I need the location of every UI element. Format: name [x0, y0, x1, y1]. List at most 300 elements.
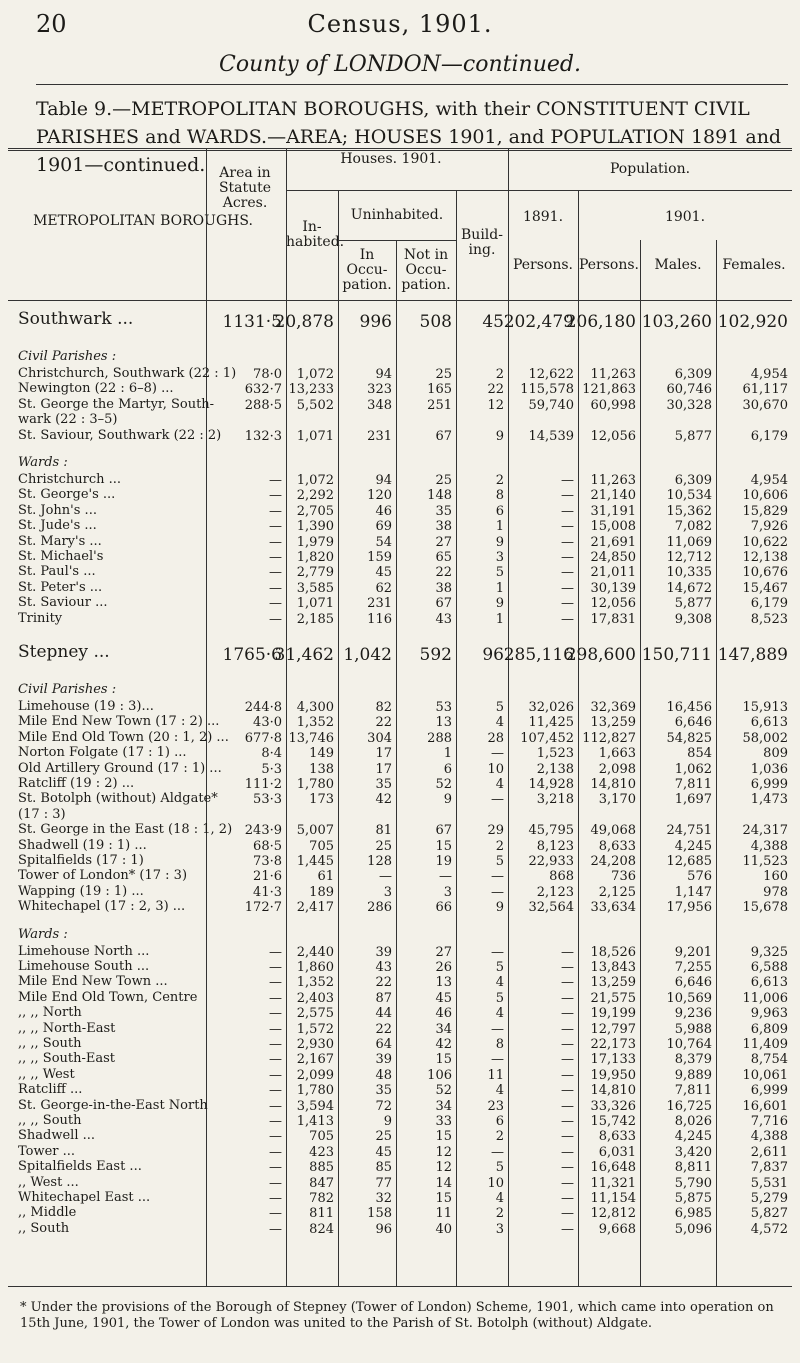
row-label: Southwark ...: [18, 309, 134, 329]
table-cell: 42: [375, 792, 392, 808]
table-cell: 2,167: [296, 1052, 334, 1068]
table-cell: 22: [375, 715, 392, 731]
table-cell: —: [269, 580, 282, 596]
table-cell: 5: [495, 565, 504, 581]
table-cell: 160: [763, 869, 788, 885]
table-cell: —: [269, 1206, 282, 1222]
table-cell: 5: [495, 960, 504, 975]
table-cell: —: [561, 580, 574, 596]
table-cell: 150,711: [641, 645, 712, 665]
table-cell: 3,420: [674, 1144, 712, 1160]
table-cell: 39: [375, 944, 392, 960]
table-cell: 45,795: [528, 823, 574, 839]
table-cell: —: [561, 1114, 574, 1129]
table-cell: 4,388: [750, 838, 788, 854]
table-cell: —: [269, 1067, 282, 1083]
section-label: Wards :: [18, 926, 68, 942]
table-cell: 6,309: [674, 367, 712, 382]
table-cell: 2,099: [296, 1067, 334, 1083]
table-cell: 46: [435, 1006, 452, 1022]
table-cell: 19,199: [590, 1006, 636, 1022]
header-1891: 1891.: [522, 209, 564, 225]
table-cell: —: [269, 990, 282, 1006]
table-cell: 16,648: [590, 1160, 636, 1176]
table-cell: 148: [427, 488, 452, 504]
table-cell: 231: [367, 428, 392, 444]
header-females: Females.: [722, 257, 786, 273]
table-cell: 52: [435, 777, 452, 792]
table-cell: 52: [435, 1083, 452, 1099]
table-cell: 59,740: [528, 397, 574, 413]
table-cell: 6,613: [750, 975, 788, 991]
table-cell: 286: [367, 900, 392, 916]
table-cell: —: [269, 534, 282, 550]
table-cell: 94: [375, 473, 392, 488]
table-cell: 4: [495, 1083, 504, 1099]
table-cell: 5: [495, 990, 504, 1006]
table-cell: 32,369: [590, 700, 636, 715]
table-cell: —: [561, 1052, 574, 1068]
table-cell: 18,526: [590, 944, 636, 960]
table-cell: 96: [375, 1221, 392, 1237]
table-cell: 29: [487, 823, 504, 839]
table-cell: 68·5: [253, 838, 282, 854]
row-label: Tower of London* (17 : 3): [18, 868, 188, 884]
table-cell: 112,827: [582, 730, 636, 746]
table-cell: 10,335: [666, 565, 712, 581]
table-cell: 33,326: [590, 1098, 636, 1114]
table-cell: 60,746: [666, 382, 712, 398]
table-cell: 2,292: [296, 488, 334, 504]
table-cell: 10,676: [742, 565, 788, 581]
table-cell: 67: [435, 823, 452, 839]
header-inhabited: In- habited.: [286, 219, 345, 250]
table-cell: 3: [443, 884, 452, 900]
table-cell: 22: [375, 1021, 392, 1037]
table-cell: —: [491, 1052, 504, 1068]
table-cell: —: [269, 1098, 282, 1114]
table-cell: 165: [427, 382, 452, 398]
table-cell: 5,877: [674, 596, 712, 612]
table-cell: 9: [383, 1114, 392, 1129]
table-cell: 1,390: [296, 519, 334, 535]
table-cell: 811: [309, 1206, 334, 1222]
table-cell: 809: [763, 746, 788, 762]
table-cell: 13,259: [590, 715, 636, 731]
section-label: Civil Parishes :: [18, 349, 117, 364]
table-cell: 2,125: [598, 884, 636, 900]
table-cell: 11,425: [528, 715, 574, 731]
row-label: Mile End New Town ...: [18, 974, 168, 990]
table-cell: 6,031: [598, 1144, 636, 1160]
table-cell: 2,138: [536, 761, 574, 777]
table-cell: —: [561, 1129, 574, 1145]
table-cell: —: [269, 1144, 282, 1160]
table-cell: 5,502: [296, 397, 334, 413]
table-cell: 39: [375, 1052, 392, 1068]
table-cell: 9,325: [750, 944, 788, 960]
table-cell: 11: [487, 1067, 504, 1083]
row-label: Limehouse (19 : 3)...: [18, 699, 154, 714]
table-cell: —: [269, 1083, 282, 1099]
table-cell: 1131·5: [222, 312, 282, 332]
table-cell: 1: [495, 519, 504, 535]
table-cell: 22: [487, 382, 504, 398]
table-cell: 17,956: [666, 900, 712, 916]
table-cell: —: [269, 944, 282, 960]
table-cell: 11,263: [590, 473, 636, 488]
table-cell: 158: [367, 1206, 392, 1222]
table-cell: 149: [309, 746, 334, 762]
table-cell: 12,138: [742, 550, 788, 565]
table-cell: 2: [495, 1206, 504, 1222]
table-cell: 978: [763, 884, 788, 900]
table-cell: 1,071: [296, 596, 334, 612]
table-cell: 42: [435, 1037, 452, 1052]
table-cell: 202,479: [503, 312, 574, 332]
table-cell: 61: [317, 869, 334, 885]
table-cell: 7,926: [750, 519, 788, 535]
table-cell: 508: [419, 312, 452, 332]
table-cell: —: [269, 550, 282, 565]
header-area: Area in Statute Acres.: [218, 165, 272, 211]
table-cell: 35: [375, 1083, 392, 1099]
table-cell: 12: [435, 1144, 452, 1160]
table-cell: 14,810: [590, 1083, 636, 1099]
table-cell: 6,999: [750, 777, 788, 792]
table-cell: 6,999: [750, 1083, 788, 1099]
running-title: Census, 1901.: [307, 10, 493, 38]
table-cell: —: [491, 1021, 504, 1037]
table-cell: —: [269, 1160, 282, 1176]
table-cell: 576: [687, 869, 712, 885]
table-cell: 77: [375, 1175, 392, 1191]
table-cell: —: [379, 869, 392, 885]
table-cell: 22: [435, 565, 452, 581]
table-cell: 4,572: [750, 1221, 788, 1237]
table-cell: 17,831: [590, 611, 636, 627]
table-cell: 27: [435, 944, 452, 960]
table-cell: 4: [495, 715, 504, 731]
table-cell: 7,837: [750, 1160, 788, 1176]
row-label: Shadwell (19 : 1) ...: [18, 837, 147, 853]
table-cell: 67: [435, 428, 452, 444]
table-cell: 3: [495, 550, 504, 565]
table-cell: 1,042: [343, 645, 392, 665]
table-cell: —: [561, 1160, 574, 1176]
table-cell: 172·7: [244, 900, 282, 916]
table-cell: 102,920: [717, 312, 788, 332]
table-cell: 21·6: [253, 869, 282, 885]
table-cell: 17,133: [590, 1052, 636, 1068]
table-cell: 121,863: [582, 382, 636, 398]
table-cell: 147,889: [717, 645, 788, 665]
table-cell: 15,467: [742, 580, 788, 596]
table-cell: 11,409: [742, 1037, 788, 1052]
county-title: County of LONDON—continued.: [219, 52, 581, 77]
row-label: St. George the Martyr, South-: [18, 396, 215, 412]
table-cell: —: [269, 1114, 282, 1129]
table-cell: 14,928: [528, 777, 574, 792]
table-cell: 32,026: [528, 700, 574, 715]
table-cell: —: [269, 1129, 282, 1145]
table-cell: 244·8: [244, 700, 282, 715]
row-label: wark (22 : 3–5): [18, 412, 118, 428]
table-cell: 677·8: [244, 730, 282, 746]
table-cell: 4,954: [750, 473, 788, 488]
table-cell: 16,456: [666, 700, 712, 715]
table-cell: —: [269, 519, 282, 535]
table-cell: 6,613: [750, 715, 788, 731]
header-persons-1901: Persons.: [578, 257, 640, 273]
row-label: Whitechapel (17 : 2, 3) ...: [18, 899, 186, 915]
table-cell: 1,445: [296, 854, 334, 869]
table-cell: —: [439, 869, 452, 885]
table-cell: 12,622: [528, 367, 574, 382]
table-cell: 9: [495, 428, 504, 444]
table-cell: 30,139: [590, 580, 636, 596]
table-cell: 15,362: [666, 503, 712, 519]
table-cell: 13: [435, 715, 452, 731]
table-cell: 67: [435, 596, 452, 612]
table-cell: 14: [435, 1175, 452, 1191]
table-cell: 2,403: [296, 990, 334, 1006]
table-cell: 9,963: [750, 1006, 788, 1022]
table-cell: 58,002: [742, 730, 788, 746]
table-cell: 10: [487, 1175, 504, 1191]
row-label: St. George-in-the-East North: [18, 1097, 208, 1113]
page-header: [0, 10, 800, 48]
table-cell: 6,985: [674, 1206, 712, 1222]
table-cell: 31,462: [274, 645, 334, 665]
table-cell: 72: [375, 1098, 392, 1114]
table-cell: 8,026: [674, 1114, 712, 1129]
table-cell: 1,860: [296, 960, 334, 975]
table-cell: 34: [435, 1098, 452, 1114]
table-cell: 4: [495, 1191, 504, 1206]
row-label: (17 : 3): [18, 806, 66, 822]
table-cell: 34: [435, 1021, 452, 1037]
table-cell: 8·4: [261, 746, 282, 762]
table-cell: —: [561, 1083, 574, 1099]
table-cell: —: [561, 550, 574, 565]
table-cell: 106: [427, 1067, 452, 1083]
row-label: Stepney ...: [18, 642, 110, 662]
table-cell: 15: [435, 838, 452, 854]
table-cell: 3,594: [296, 1098, 334, 1114]
table-cell: 32,564: [528, 900, 574, 916]
table-cell: 5·3: [261, 761, 282, 777]
row-label: Mile End New Town (17 : 2) ...: [18, 714, 220, 730]
table-cell: 251: [427, 397, 452, 413]
table-cell: 69: [375, 519, 392, 535]
table-cell: 111·2: [244, 777, 282, 792]
table-cell: 5: [495, 1160, 504, 1176]
table-cell: —: [561, 488, 574, 504]
table-cell: 298,600: [565, 645, 636, 665]
table-cell: 12,712: [666, 550, 712, 565]
header-uninhabited: Uninhabited.: [350, 207, 444, 223]
table-cell: 17: [375, 746, 392, 762]
table-cell: 21,011: [590, 565, 636, 581]
row-label: Newington (22 : 6–8) ...: [18, 381, 174, 397]
table-cell: 96: [482, 645, 504, 665]
table-cell: 159: [367, 550, 392, 565]
table-cell: 48: [375, 1067, 392, 1083]
row-label: ,, ,, South-East: [18, 1051, 116, 1067]
table-cell: 8,123: [536, 838, 574, 854]
table-cell: —: [269, 503, 282, 519]
table-cell: 6: [495, 1114, 504, 1129]
table-cell: 17: [375, 761, 392, 777]
table-cell: 14,539: [528, 428, 574, 444]
table-cell: 1,697: [674, 792, 712, 808]
page-number: 20: [36, 10, 67, 38]
table-cell: 49,068: [590, 823, 636, 839]
table-cell: 64: [375, 1037, 392, 1052]
table-cell: 2: [495, 1129, 504, 1145]
table-cell: 4,954: [750, 367, 788, 382]
table-cell: 5,096: [674, 1221, 712, 1237]
table-cell: 10,622: [742, 534, 788, 550]
table-cell: 81: [375, 823, 392, 839]
table-cell: 592: [419, 645, 452, 665]
table-cell: 6: [443, 761, 452, 777]
table-cell: 11: [435, 1206, 452, 1222]
table-cell: 43: [435, 611, 452, 627]
table-cell: 53: [435, 700, 452, 715]
table-cell: 10,569: [666, 990, 712, 1006]
table-cell: 24,751: [666, 823, 712, 839]
table-cell: 7,716: [750, 1114, 788, 1129]
table-cell: 15,829: [742, 503, 788, 519]
table-cell: 54: [375, 534, 392, 550]
table-cell: 2,705: [296, 503, 334, 519]
table-cell: 120: [367, 488, 392, 504]
table-cell: —: [269, 1006, 282, 1022]
row-label: St. Botolph (without) Aldgate*: [18, 791, 218, 807]
table-cell: 4: [495, 975, 504, 991]
table-cell: 1,413: [296, 1114, 334, 1129]
table-cell: —: [269, 1175, 282, 1191]
row-label: ,, ,, South: [18, 1036, 82, 1051]
table-cell: 54,825: [666, 730, 712, 746]
header-males: Males.: [654, 257, 702, 273]
header-population: Population.: [609, 161, 691, 177]
table-cell: 5,827: [750, 1206, 788, 1222]
table-cell: 6,646: [674, 715, 712, 731]
table-cell: 5,790: [674, 1175, 712, 1191]
table-cell: 5,875: [674, 1191, 712, 1206]
table-cell: 94: [375, 367, 392, 382]
table-cell: 3: [495, 1221, 504, 1237]
table-cell: 4,300: [296, 700, 334, 715]
table-cell: 27: [435, 534, 452, 550]
table-cell: —: [561, 1006, 574, 1022]
table-cell: 14,810: [590, 777, 636, 792]
table-caption: Table 9.—METROPOLITAN BOROUGHS, with their CONSTITUENT CIVIL PARISHES and WARDS.—AREA; HOUSES 1901, and POPULATION 1891 and 1901—continued.: [36, 98, 782, 176]
table-cell: —: [561, 1191, 574, 1206]
table-cell: 25: [375, 1129, 392, 1145]
row-label: Trinity: [18, 610, 63, 626]
table-cell: 7,811: [674, 1083, 712, 1099]
table-cell: 2,185: [296, 611, 334, 627]
table-cell: 132·3: [244, 428, 282, 444]
table-cell: 21,140: [590, 488, 636, 504]
table-cell: 32: [375, 1191, 392, 1206]
table-cell: 11,006: [742, 990, 788, 1006]
table-cell: 13,746: [288, 730, 334, 746]
table-cell: 705: [309, 838, 334, 854]
table-cell: 9: [443, 792, 452, 808]
table-cell: 53·3: [253, 792, 282, 808]
row-label: Tower ...: [18, 1143, 76, 1159]
table-cell: —: [561, 1206, 574, 1222]
table-cell: 61,117: [742, 382, 788, 398]
table-cell: —: [491, 1144, 504, 1160]
table-cell: 15: [435, 1129, 452, 1145]
table-cell: —: [561, 596, 574, 612]
table-cell: —: [561, 1098, 574, 1114]
table-cell: 66: [435, 900, 452, 916]
table-cell: 12,812: [590, 1206, 636, 1222]
row-label: Spitalfields (17 : 1): [18, 853, 144, 868]
table-cell: 10: [487, 761, 504, 777]
row-label: St. Jude's ...: [18, 518, 97, 534]
table-cell: —: [269, 1021, 282, 1037]
table-cell: 705: [309, 1129, 334, 1145]
table-cell: 24,317: [742, 823, 788, 839]
table-cell: 3,170: [598, 792, 636, 808]
row-label: St. Michael's: [18, 549, 104, 564]
table-cell: 7,255: [674, 960, 712, 975]
table-cell: 1,523: [536, 746, 574, 762]
table-cell: 9: [495, 900, 504, 916]
table-cell: 2,930: [296, 1037, 334, 1052]
table-cell: 288: [427, 730, 452, 746]
table-cell: 7,811: [674, 777, 712, 792]
table-cell: —: [561, 473, 574, 488]
table-cell: 14,672: [666, 580, 712, 596]
table-cell: —: [269, 1037, 282, 1052]
table-cell: 2: [495, 838, 504, 854]
row-label: Whitechapel East ...: [18, 1190, 151, 1205]
table-cell: 26: [435, 960, 452, 975]
table-cell: 19,950: [590, 1067, 636, 1083]
table-cell: 25: [435, 473, 452, 488]
table-cell: 24,850: [590, 550, 636, 565]
table-cell: 8,379: [674, 1052, 712, 1068]
table-cell: 45: [375, 1144, 392, 1160]
table-cell: 173: [309, 792, 334, 808]
table-cell: 8: [495, 1037, 504, 1052]
table-cell: 40: [435, 1221, 452, 1237]
table-cell: —: [561, 1221, 574, 1237]
table-cell: 65: [435, 550, 452, 565]
table-cell: 35: [375, 777, 392, 792]
table-cell: 116: [367, 611, 392, 627]
table-cell: 4: [495, 777, 504, 792]
row-label: ,, ,, North-East: [18, 1020, 116, 1036]
table-cell: 1765·6: [222, 645, 282, 665]
table-cell: 9,889: [674, 1067, 712, 1083]
table-cell: 9,201: [674, 944, 712, 960]
table-cell: 10,764: [666, 1037, 712, 1052]
row-label: St. John's ...: [18, 502, 97, 518]
table-cell: 1,072: [296, 367, 334, 382]
table-cell: 3,585: [296, 580, 334, 596]
table-cell: 5,531: [750, 1175, 788, 1191]
